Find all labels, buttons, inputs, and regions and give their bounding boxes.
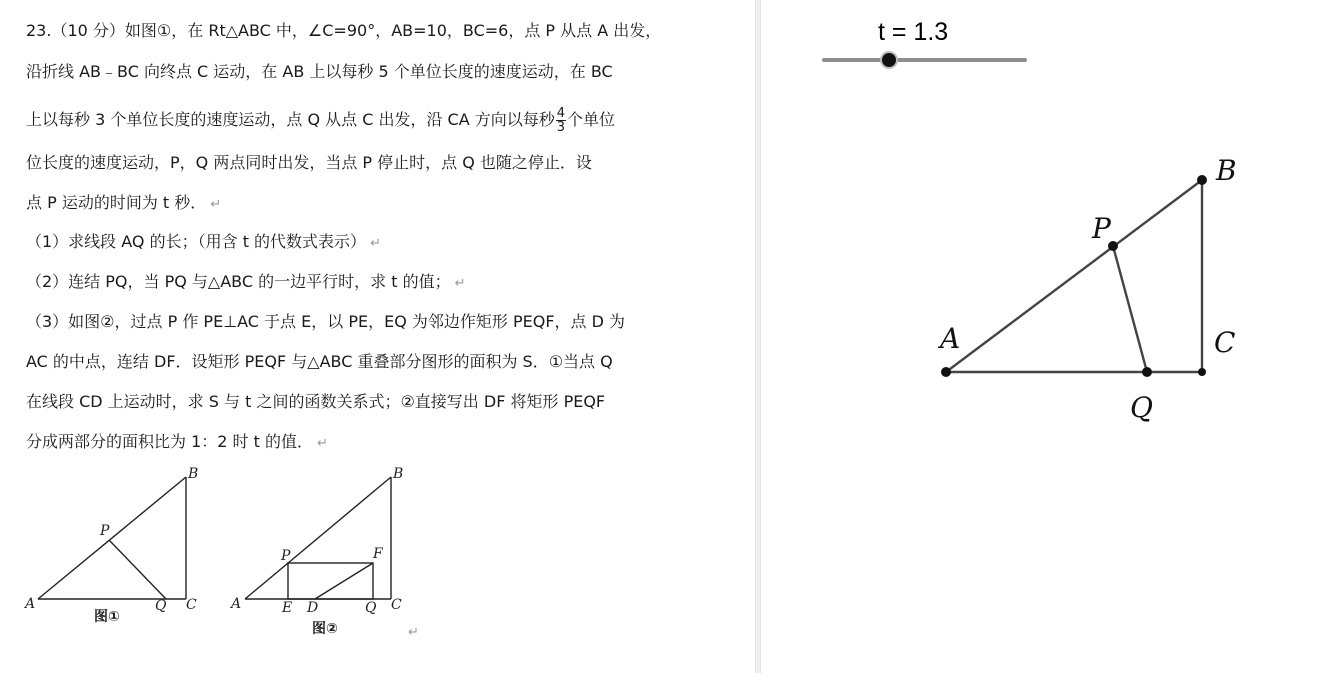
figure-1 [20,462,220,627]
question-3-line-3: 在线段 CD 上运动时，求 S 与 t 之间的函数关系式；②直接写出 DF 将矩形 PEQF [26,392,606,411]
fig1-segment-ab [38,477,186,599]
fig2-label-q: Q [365,600,377,616]
return-mark: ↵ [210,197,222,212]
fig2-segment-df [315,563,373,599]
figure-2-caption: 图② [312,621,338,637]
fraction-numerator: 4 [556,106,566,121]
fig1-label-p: P [100,523,110,539]
fraction-denominator: 3 [556,120,566,135]
speed-fraction [556,107,566,134]
return-mark: ↵ [408,625,419,640]
figure-2 [225,462,425,627]
question-1 [26,232,381,254]
problem-line-4: 位长度的速度运动，P，Q 两点同时出发，当点 P 停止时，点 Q 也随之停止．设 [26,153,592,172]
fig2-label-c: C [391,597,402,613]
fig1-label-q: Q [155,598,167,614]
question-1-text: （1）求线段 AQ 的长；（用含 t 的代数式表示） [26,232,367,251]
fig2-label-d: D [307,600,319,616]
fig2-segment-ab [245,477,391,599]
fig1-label-a: A [25,596,36,612]
question-3-line-1: （3）如图②，过点 P 作 PE⊥AC 于点 E，以 PE，EQ 为邻边作矩形 PEQF，点 D 为 [26,312,626,331]
point-b[interactable] [1197,175,1207,185]
label-a: A [940,322,961,355]
point-q[interactable] [1142,367,1152,377]
label-c: C [1214,326,1236,359]
t-slider[interactable] [822,58,1027,62]
question-3-line-4-text: 分成两部分的面积比为 1：2 时 t 的值． [26,432,313,451]
fig2-label-a: A [231,596,242,612]
problem-line-5 [26,193,221,215]
fig2-label-f: F [373,546,383,562]
fig2-rectangle-peqf [288,563,373,599]
fig2-label-b: B [393,466,404,482]
point-c[interactable] [1198,368,1206,376]
question-2-text: （2）连结 PQ，当 PQ 与△ABC 的一边平行时，求 t 的值； [26,272,451,291]
label-q: Q [1130,391,1153,424]
geometry-construction[interactable] [900,140,1260,440]
return-mark: ↵ [370,236,381,251]
point-a[interactable] [941,367,951,377]
segment-pq[interactable] [1113,246,1147,372]
problem-line-1: 23.（10 分）如图①，在 Rt△ABC 中，∠C=90°，AB=10，BC=6，点 P 从点 A 出发， [26,21,662,40]
question-3-line-2: AC 的中点，连结 DF．设矩形 PEQF 与△ABC 重叠部分图形的面积为 S．①当点 Q [26,352,613,371]
question-2 [26,272,465,294]
return-mark: ↵ [316,436,328,451]
fig1-segment-pq [109,540,166,599]
fig1-label-b: B [188,466,199,482]
problem-line-2: 沿折线 AB﹣BC 向终点 C 运动，在 AB 上以每秒 5 个单位长度的速度运动，在 BC [26,62,613,81]
fig2-label-e: E [282,600,293,616]
slider-label: t = 1.3 [878,18,949,46]
slider-knob[interactable] [882,53,896,67]
question-3-line-4 [26,432,328,454]
problem-line-5-text: 点 P 运动的时间为 t 秒． [26,193,207,212]
problem-line-3-text: 上以每秒 3 个单位长度的速度运动，点 Q 从点 C 出发，沿 CA 方向以每秒 [26,110,555,129]
label-p: P [1092,212,1111,245]
return-mark: ↵ [454,276,466,291]
fig2-label-p: P [281,548,291,564]
problem-line-3-tail: 个单位 [567,110,616,129]
problem-line-3 [26,107,615,134]
segment-ab[interactable] [946,180,1202,372]
fig1-label-c: C [186,597,197,613]
label-b: B [1216,154,1237,187]
figure-1-caption: 图① [94,609,120,625]
